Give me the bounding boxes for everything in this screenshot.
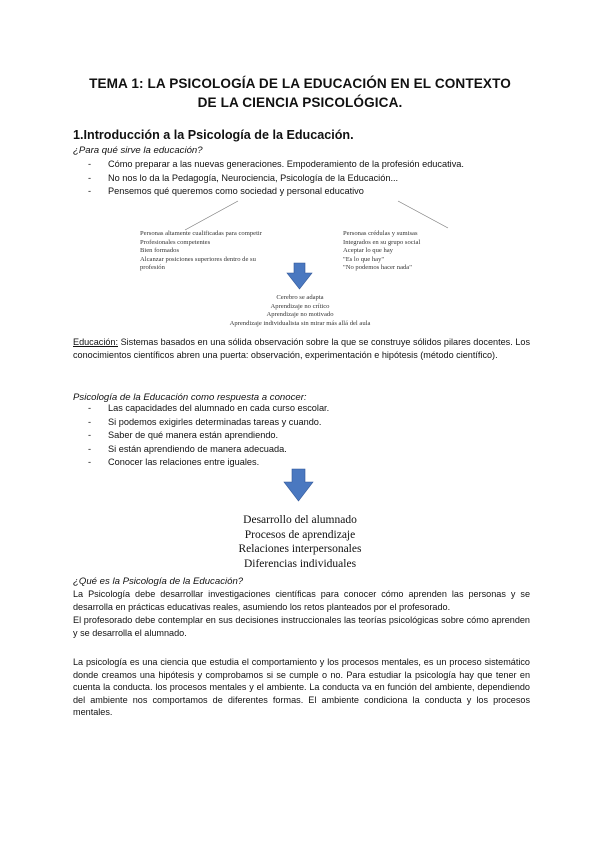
- list-item: - Si están aprendiendo de manera adecuada.: [88, 443, 329, 457]
- list-item: - Si podemos exigirles determinadas tareas y cuando.: [88, 416, 329, 430]
- question-education: ¿Para qué sirve la educación?: [73, 145, 203, 156]
- que-es-paragraph-3: La psicología es una ciencia que estudia el comportamiento y los procesos mentales, es un proceso sistemático donde creamos una hipótesis y comprobamos si se cumple o no. Para estudiar la psicología hay que tener en cuenta la conducta. los procesos mentales y el ambiente. La conducta va en función del ambiente, dependiendo del ambiente nos comportamos de diferentes formas. El ambiente condiciona la conducta y los procesos mentales.: [73, 657, 530, 718]
- educacion-paragraph: [73, 336, 530, 361]
- educacion-label: Educación:: [73, 337, 118, 347]
- diagram-left-line: profesión: [140, 264, 165, 272]
- diagram-left-box: [140, 230, 262, 273]
- connector-left: [185, 201, 238, 230]
- diagram-left-line: Personas altamente cualificadas para competir: [140, 230, 262, 237]
- list-item: - Pensemos qué queremos como sociedad y personal educativo: [88, 185, 464, 199]
- diagram-right-line: "No podemos hacer nada": [343, 264, 412, 272]
- diagram2-line: Relaciones interpersonales: [238, 543, 362, 555]
- list-item: - No nos lo da la Pedagogía, Neurociencia, Psicología de la Educación...: [88, 172, 464, 186]
- diagram2-box: [200, 513, 400, 571]
- diagram-left-line: Alcanzar posiciones superiores dentro de su: [140, 255, 256, 263]
- diagram-left-line: Bien formados: [140, 247, 180, 255]
- diagram-bottom-box: [200, 294, 400, 328]
- diagram-right-line: Integrados en su grupo social: [343, 238, 421, 246]
- educacion-text: Sistemas basados en una sólida observación sobre la que se construye sólidos pilares docentes. Los conocimientos científicos abren una puerta: observación, experimentación e hipótesis (método científico).: [73, 337, 530, 360]
- diagram2-line: Procesos de aprendizaje: [244, 528, 356, 541]
- section-heading: 1.Introducción a la Psicología de la Educación.: [73, 128, 354, 142]
- diagram-lines: [0, 0, 600, 330]
- diagram-right-box: [343, 230, 420, 273]
- diagram-right-line: Personas crédulas y sumisas: [343, 230, 418, 237]
- list-item: - Cómo preparar a las nuevas generaciones. Empoderamiento de la profesión educativa.: [88, 158, 464, 172]
- que-es-paragraph-1: La Psicología debe desarrollar investigaciones científicas para conocer cómo aprenden las personas y se desarrolla en prácticas educativas reales, asumiendo los retos planteados por el profesorado.: [73, 589, 530, 612]
- diagram-right-line: Aceptar lo que hay: [343, 247, 393, 255]
- diagram2-arrow: [0, 460, 600, 510]
- diagram-bottom-line: Aprendizaje no crítico: [270, 302, 330, 310]
- connector-right: [398, 201, 448, 228]
- que-es-paragraph-2: El profesorado debe contemplar en sus decisiones instruccionales las teorías psicológicas sobre cómo aprenden y se desarrolla el alumnado.: [73, 615, 530, 638]
- diagram2-line: Desarrollo del alumnado: [243, 514, 357, 526]
- diagram2-line: Diferencias individuales: [243, 557, 357, 570]
- title-line-1: TEMA 1: LA PSICOLOGÍA DE LA EDUCACIÓN EN EL CONTEXTO: [89, 76, 511, 91]
- title-line-2: DE LA CIENCIA PSICOLÓGICA.: [197, 95, 403, 110]
- question-que-es: ¿Qué es la Psicología de la Educación?: [73, 576, 244, 587]
- diagram-right-line: "Es lo que hay": [343, 255, 385, 263]
- list-item: - Las capacidades del alumnado en cada curso escolar.: [88, 402, 329, 416]
- psico-respuesta-heading: Psicología de la Educación como respuesta a conocer:: [73, 392, 307, 403]
- list-item: - Conocer las relaciones entre iguales.: [88, 456, 329, 470]
- list-item: - Saber de qué manera están aprendiendo.: [88, 429, 329, 443]
- diagram-left-line: Profesionales competentes: [140, 238, 211, 246]
- diagram-bottom-line: Aprendizaje no motivado: [266, 311, 334, 319]
- down-arrow-icon: [284, 469, 313, 501]
- diagram-bottom-line: Aprendizaje individualista sin mirar más allá del aula: [229, 319, 371, 327]
- down-arrow-icon: [287, 263, 312, 289]
- diagram-bottom-line: Cerebro se adapta: [276, 294, 324, 301]
